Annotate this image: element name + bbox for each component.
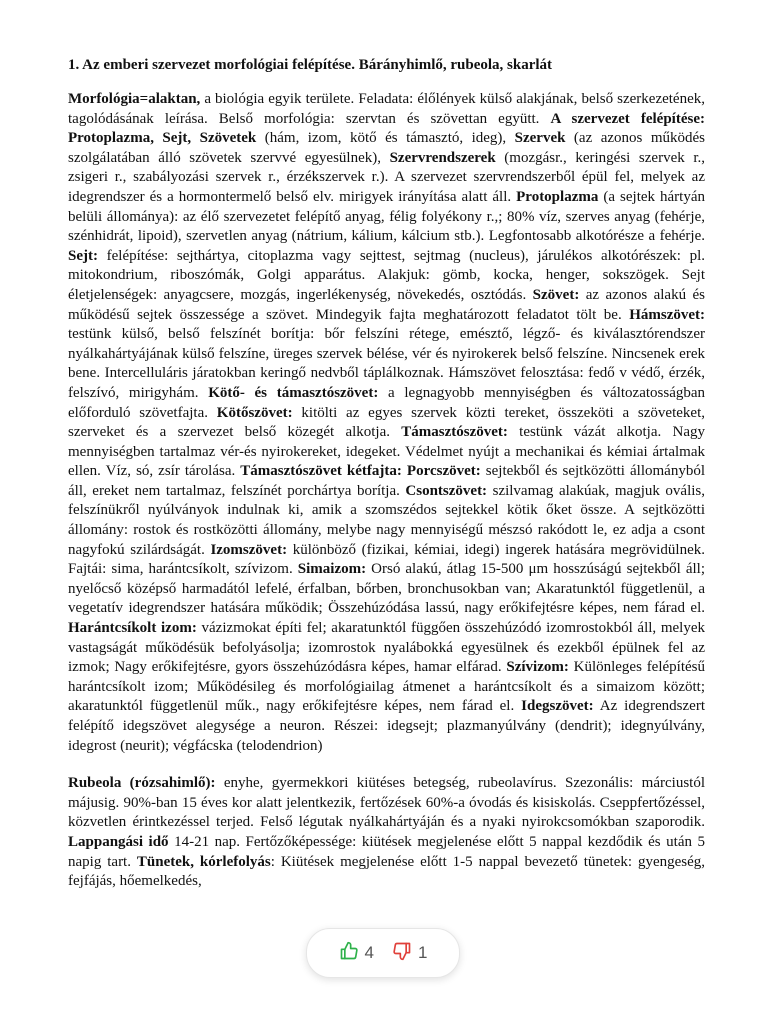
bold-term: Szervek (514, 130, 566, 147)
text-run: különböző (fizikai, kémiai, idegi) ingerek hatására megrövidülnek. Fajtái: sima, harántcsíkolt, szívizom. (68, 541, 705, 578)
bold-term: Idegszövet: (521, 698, 594, 715)
text-run: enyhe, gyermekkori kiütéses betegség, rubeolavírus. Szezonális: márciustól májusig. 90%-ban 15 éves kor alatt jelentkezik, fertőzések 60%-a óvodás és kisiskolás. Cseppfertőzéssel, közvetlen érintkezéssel terjed. Felső légutak nyálkahártyáján és a nyaki nyirokcsomókban szaporodik. (68, 775, 705, 831)
text-run: (hám, izom, kötő és támasztó, ideg), (256, 130, 515, 147)
text-run: 14-21 nap. Fertőzőképessége: kiütések megjelenése előtt 5 nappal kezdődik és után 5 napig tart. (68, 833, 705, 870)
text-run: szilvamag alakúak, magjuk ovális, felszínükről nyúlványok indulnak ki, amik a szomszédos sejtekkel kötik őket össze. A sejtközötti állomány: rostok és rostközötti állomány, melybe nagy mennyiségű mészsó rakódott le, ez adja a csont nagyfokú szilárdságát. (68, 482, 706, 558)
text-run: Különleges felépítésű harántcsíkolt izom; Működésileg és morfológiailag átmenet a harántcsíkolt és a simaizom között; akaratunktól függetlenül műk., nagy erőkifejtésre képes, nem fárad el. (68, 659, 705, 715)
bold-term: Kötőszövet: (216, 404, 293, 421)
bold-term: Támasztószövet: (401, 424, 508, 441)
morphology-paragraph (68, 90, 705, 756)
text-run: sejtekből és sejtközötti állományból áll, ereket nem tartalmaz, felszínét porchártya borítja. (68, 463, 705, 499)
bold-term: Szívizom: (506, 659, 569, 676)
bold-term: Simaizom: (297, 561, 367, 578)
upvote-button[interactable] (339, 941, 374, 966)
bold-term: Kötő- és támasztószövet: (208, 384, 379, 401)
bold-term: Hámszövet: (629, 306, 705, 323)
bold-term: Izomszövet: (210, 541, 288, 558)
bold-term: Morfológia=alaktan, (68, 91, 201, 107)
bold-term: Szövet: (532, 286, 580, 303)
text-run: felépítése: sejthártya, citoplazma vagy sejttest, sejtmag (nucleus), járulékos alkotórészek: pl. mitokondrium, riboszómák, Golgi apparátus. Alakjuk: gömb, kocka, henger, sokszögek. Sejt életjelenségek: anyagcsere, mozgás, ingerlékenység, növekedés, osztódás. (68, 247, 705, 303)
thumbs-down-icon (392, 941, 412, 966)
bold-term: A szervezet felépítése: Protoplazma, Sejt, Szövetek (68, 110, 705, 147)
text-run: testünk vázát alkotja. Nagy mennyiségben tartalmaz vér-és nyirokereket, idegeket. Védelmet nyújt a mechanikai és kémiai ártalmak ellen. Víz, só, zsír tárolása. (68, 424, 705, 480)
text-run: vázizmokat építi fel; akaratunktól függően összehúzódó izomrostokból áll, melyek vastagságát működésük befolyásolja; izomrostok nyalábokká egyesülnek és ezekből épülnek fel az izmok; Nagy erőkifejtésre, gyors összehúzódásra képes, hamar elfárad. (68, 620, 705, 676)
bold-term: Lappangási idő (68, 833, 169, 850)
bold-term: Támasztószövet kétfajta: Porcszövet: (240, 463, 481, 480)
text-run: (a sejtek hártyán belüli állománya): az élő szervezetet felépítő anyag, félig folyékony r.,; 80% víz, szerves anyag (fehérje, szénhidrát, lipoid), szervetlen anyag (nátrium, kálium, kálcium stb.). Legfontosabb alkotórésze a fehérje. (68, 188, 706, 245)
downvote-button[interactable] (392, 941, 427, 966)
bold-term: Tünetek, kórlefolyás (136, 853, 271, 870)
bold-term: Csontszövet: (405, 482, 488, 499)
bold-term: Sejt: (68, 247, 98, 264)
downvote-count: 1 (418, 943, 428, 962)
text-run: az azonos alakú és működésű sejtek összessége a szövet. Mindegyik fajta meghatározott feladatot tölt be. (68, 286, 705, 323)
document-page (68, 56, 705, 892)
text-run: (mozgásr., keringési szervek r., zsigeri r., szabályozási szervek r., érzékszervek r.). A szervezet szervrendszerből épül fel, melyek az idegrendszer és a hormontermelő belső elv. mirigyek irányítása alatt áll. (68, 149, 705, 205)
bold-term: Protoplazma (516, 188, 599, 205)
text-run: a legnagyobb mennyiségben és változatosságban előforduló szövetfajta. (68, 384, 706, 421)
text-run: kitölti az egyes szervek közti tereket, összeköti a szöveteket, szerveket és a szervezet belső közegét alkotja. (68, 404, 705, 441)
bold-term: Harántcsíkolt izom: (68, 620, 197, 637)
text-run: (az azonos működés szolgálatában álló szövetek szervvé egyesülnek), (68, 130, 705, 166)
upvote-count: 4 (364, 943, 374, 962)
text-run: : Kiütések megjelenése előtt 1-5 nappal bevezető tünetek: gyengeség, fejfájás, hőemelkedés, (68, 853, 705, 890)
text-run: Az idegrendszert felépítő idegszövet alegysége a neuron. Részei: idegsejt; plazmanyúlvány (dendrit); idegnyúlvány, idegrost (neurit); végfácska (telodendrion) (68, 698, 705, 754)
text-run: testünk külső, belső felszínét borítja: bőr felszíni rétege, emésztő, légző- és kiválasztórendszer nyálkahártyájának külső felszíne, üreges szervek bélése, vér és nyirokerek belső felszíne. Nincsenek erek bene. Intercelluláris járatokban keringő nedvből táplálkoznak. Hámszövet felosztása: fedő v védő, érzék, felszívó, mirigyhám. (68, 326, 705, 401)
rubella-paragraph (68, 774, 705, 892)
thumbs-up-icon (339, 941, 359, 966)
text-run: Orsó alakú, átlag 15-500 μm hosszúságú sejtekből áll; nyelőcső középső harmadától lefelé, érfalban, bőrben, bronchusokban van; Akaratunktól függetlenül, a vegetatív idegrendszer hatására működik; Összehúzódása lassú, nagy erőkifejtésre képes, nem fárad el. (68, 561, 705, 617)
bold-term: Rubeola (rózsahimlő): (68, 775, 216, 792)
text-run: a biológia egyik területe. Feladata: élőlények külső alakjának, belső szerkezetének, tagolódásának leírása. Belső morfológia: szervtan és szövettan együtt. (68, 91, 705, 127)
vote-bar (306, 928, 460, 978)
bold-term: Szervrendszerek (389, 149, 496, 166)
document-title: 1. Az emberi szervezet morfológiai felépítése. Bárányhimlő, rubeola, skarlát (68, 57, 553, 73)
